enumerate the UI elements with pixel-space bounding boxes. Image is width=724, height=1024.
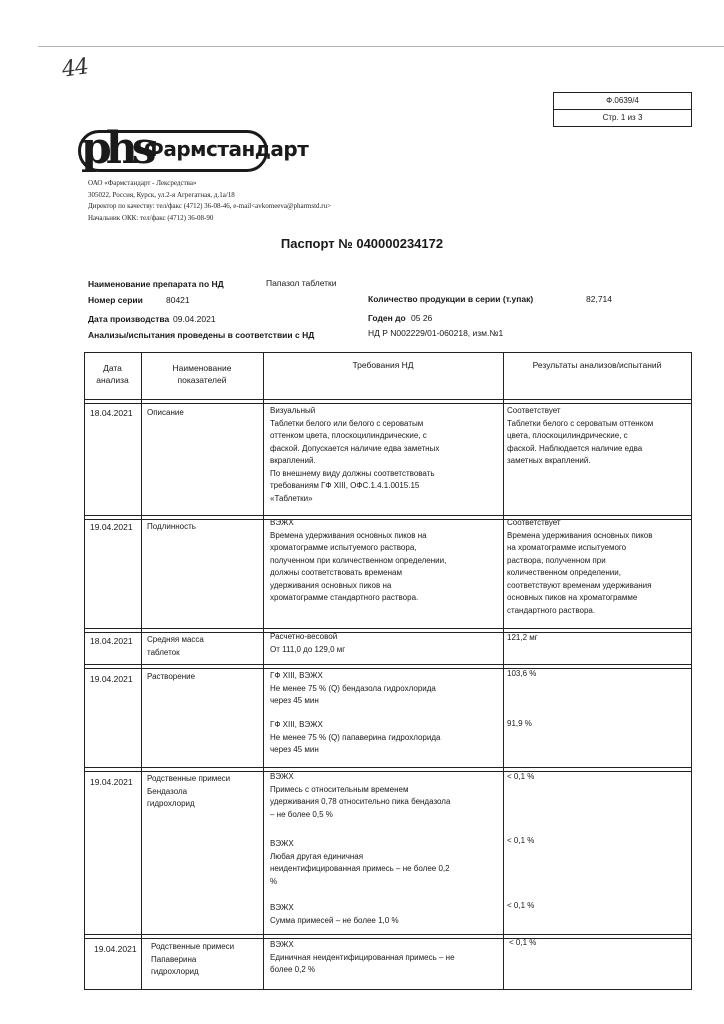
row-date: 18.04.2021 <box>90 408 133 418</box>
pharmstandard-logo <box>78 123 309 175</box>
row-result: 103,6 % <box>507 669 537 678</box>
table-border <box>84 352 85 990</box>
expiry-value: 05 26 <box>411 313 433 323</box>
row-date: 19.04.2021 <box>90 674 133 684</box>
row-result: < 0,1 % <box>507 836 535 845</box>
manufacture-date-value: 09.04.2021 <box>173 314 216 324</box>
table-border <box>84 989 692 990</box>
row-result: Соответствует Времена удерживания основных пиков на хроматограмме испытуемого раствора, полученном при количественном определении, соответствуют временам удерживания основных пиков на хроматограмме стандартного раствора. <box>507 518 653 615</box>
row-result: 91,9 % <box>507 719 532 728</box>
row-result: 121,2 мг <box>507 633 538 642</box>
logo-company-name: Фармстандарт <box>144 137 309 161</box>
table-border <box>84 399 692 400</box>
row-indicator: Родственные примеси Папаверина гидрохлорид <box>151 942 235 976</box>
row-date: 19.04.2021 <box>94 944 137 954</box>
expiry-label: Годен до <box>368 313 406 323</box>
table-border <box>263 352 264 990</box>
row-date: 18.04.2021 <box>90 636 133 646</box>
quantity-label: Количество продукции в серии (т.упак) <box>368 294 534 304</box>
tests-label: Анализы/испытания проведены в соответствии с НД <box>88 330 315 340</box>
row-indicator: Родственные примеси Бендазола гидрохлорид <box>147 774 231 808</box>
row-requirement: ВЭЖХ Примесь с относительным временем удерживания 0,78 относительно пика бендазола – не более 0,5 % <box>270 772 451 819</box>
row-indicator: Описание <box>147 408 184 417</box>
form-code-box <box>553 92 692 127</box>
row-indicator: Подлинность <box>147 522 196 531</box>
series-value: 80421 <box>166 295 190 305</box>
table-border <box>84 664 692 665</box>
table-border <box>84 628 692 629</box>
table-border <box>84 934 692 935</box>
row-requirement: Расчетно-весовой От 111,0 до 129,0 мг <box>270 632 346 654</box>
passport-title: Паспорт № 040000234172 <box>280 236 444 251</box>
drug-name-label: Наименование препарата по НД <box>88 279 224 289</box>
row-indicator: Средняя масса таблеток <box>147 635 204 657</box>
row-requirement: ГФ XIII, ВЭЖХ Не менее 75 % (Q) бендазола гидрохлорида через 45 мин <box>270 671 436 705</box>
row-requirement: ВЭЖХ Единичная неидентифицированная примесь – не более 0,2 % <box>270 940 455 974</box>
manufacture-date-label: Дата производства <box>88 314 170 324</box>
row-requirement: ВЭЖХ Времена удерживания основных пиков на хроматограмме испытуемого раствора, полученном при количественном определении, должны соответствовать временам удерживания основных пиков на хроматограмме стандартного раствора. <box>270 518 447 602</box>
table-border <box>691 352 692 990</box>
row-requirement: ВЭЖХ Любая другая единичная неидентифицированная примесь – не более 0,2 % <box>270 839 450 886</box>
row-result: < 0,1 % <box>507 901 535 910</box>
results-table <box>84 352 692 990</box>
header-date: Дата анализа <box>96 363 129 385</box>
company-line: Директор по качеству: тел/факс (4712) 36-08-46, e-mail<avkomeeva@pharmstd.ru> <box>88 202 332 210</box>
row-requirement: ВЭЖХ Сумма примесей – не более 1,0 % <box>270 903 399 925</box>
form-code: Ф.0639/4 <box>606 96 639 105</box>
drug-name-value: Папазол таблетки <box>266 278 337 288</box>
top-rule <box>38 46 724 47</box>
row-requirement: Визуальный Таблетки белого или белого с сероватым оттенком цвета, плоскоцилиндрические, с фаской. Допускается наличие едва заметных вкраплений. По внешнему виду должны соответствовать требованиям ГФ XIII, ОФС.1.4.1.0015.15 «Таблетки» <box>270 406 440 503</box>
row-result: < 0,1 % <box>509 938 537 947</box>
logo-letters: phs <box>81 123 151 174</box>
company-info <box>88 178 331 224</box>
row-result: Соответствует Таблетки белого с сероватым оттенком цвета, плоскоцилиндрические, с фаской. Наблюдается наличие едва заметных вкраплений. <box>507 406 654 465</box>
table-border <box>84 668 692 669</box>
series-label: Номер серии <box>88 295 143 305</box>
table-border <box>84 515 692 516</box>
table-border <box>84 403 692 404</box>
table-border <box>84 767 692 768</box>
page-counter: Стр. 1 из 3 <box>554 109 691 126</box>
table-border <box>84 632 692 633</box>
header-results: Результаты анализов/испытаний <box>532 360 662 370</box>
header-indicator: Наименование показателей <box>172 363 232 385</box>
header-requirements: Требования НД <box>352 360 414 370</box>
table-border <box>141 352 142 990</box>
quantity-value: 82,714 <box>586 294 612 304</box>
row-requirement: ГФ XIII, ВЭЖХ Не менее 75 % (Q) папаверина гидрохлорида через 45 мин <box>270 720 441 754</box>
row-result: < 0,1 % <box>507 772 535 781</box>
handwritten-page-number: 44 <box>60 54 90 83</box>
row-indicator: Растворение <box>147 672 196 681</box>
table-border <box>84 352 692 353</box>
company-line: Начальник ОКК: тел/факс (4712) 36-08-90 <box>88 213 214 222</box>
nd-reference: НД Р N002229/01-060218, изм.№1 <box>368 328 504 338</box>
row-date: 19.04.2021 <box>90 522 133 532</box>
row-date: 19.04.2021 <box>90 777 133 787</box>
company-line: 305022, Россия, Курск, ул.2-я Агрегатная, д.1а/18 <box>88 190 235 199</box>
company-line: ОАО «Фармстандарт - Лексредства» <box>88 179 197 187</box>
table-border <box>503 352 504 990</box>
